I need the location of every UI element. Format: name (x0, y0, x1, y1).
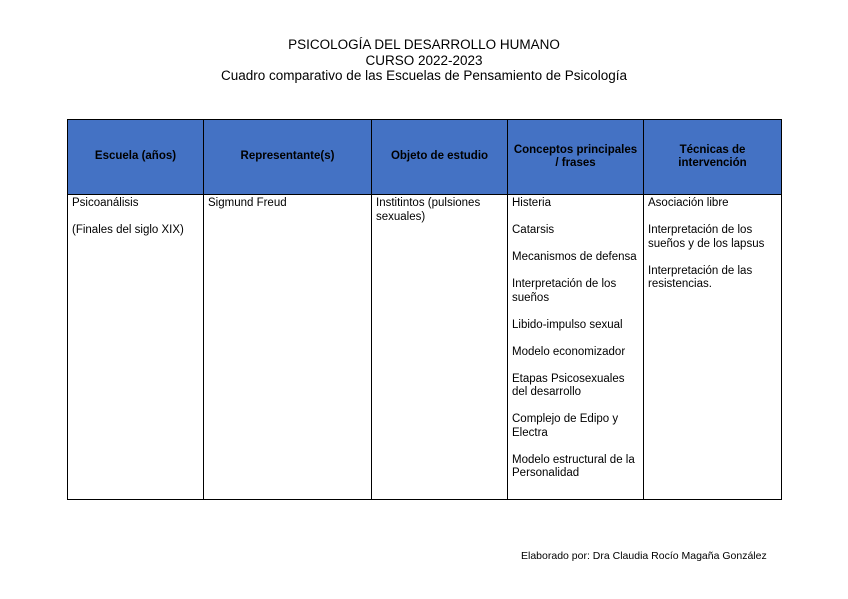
header-objeto: Objeto de estudio (372, 120, 508, 195)
list-item: Interpretación de los sueños (512, 278, 617, 304)
course-title: PSICOLOGÍA DEL DESARROLLO HUMANO (288, 37, 560, 52)
course-year: CURSO 2022-2023 (365, 52, 483, 68)
list-item: Etapas Psicosexuales del desarrollo (512, 372, 625, 398)
list-item: Libido-impulso sexual (512, 318, 623, 331)
author-credit: Elaborado por: Dra Claudia Rocío Magaña González (521, 550, 767, 562)
header-escuela: Escuela (años) (68, 120, 204, 195)
list-item: Interpretación de los sueños y de los lapsus (648, 224, 765, 250)
list-item: Histeria (512, 197, 551, 209)
document-header (0, 37, 848, 84)
list-item: Modelo economizador (512, 345, 626, 358)
table-header-row (68, 120, 782, 195)
document-subtitle: Cuadro comparativo de las Escuelas de Pensamiento de Psicología (221, 68, 627, 83)
comparison-table (67, 119, 782, 500)
header-tecnicas: Técnicas de intervención (644, 120, 782, 195)
list-item: Complejo de Edipo y Electra (512, 413, 619, 439)
list-item: Catarsis (512, 224, 555, 236)
list-item: Asociación libre (648, 197, 729, 209)
list-item: Mecanismos de defensa (512, 251, 637, 263)
list-item: Psicoanálisis (72, 197, 139, 209)
list-item: Institintos (pulsiones sexuales) (376, 197, 481, 223)
cell-tecnicas (644, 195, 782, 500)
cell-conceptos (508, 195, 644, 500)
list-item: Sigmund Freud (208, 197, 287, 209)
table-row (68, 195, 782, 500)
list-item: Modelo estructural de la Personalidad (512, 453, 635, 479)
header-conceptos: Conceptos principales / frases (508, 120, 644, 195)
cell-objeto (372, 195, 508, 500)
cell-escuela (68, 195, 204, 500)
list-item: (Finales del siglo XIX) (72, 224, 184, 236)
header-representante: Representante(s) (204, 120, 372, 195)
list-item: Interpretación de las resistencias. (648, 264, 753, 290)
cell-representante (204, 195, 372, 500)
